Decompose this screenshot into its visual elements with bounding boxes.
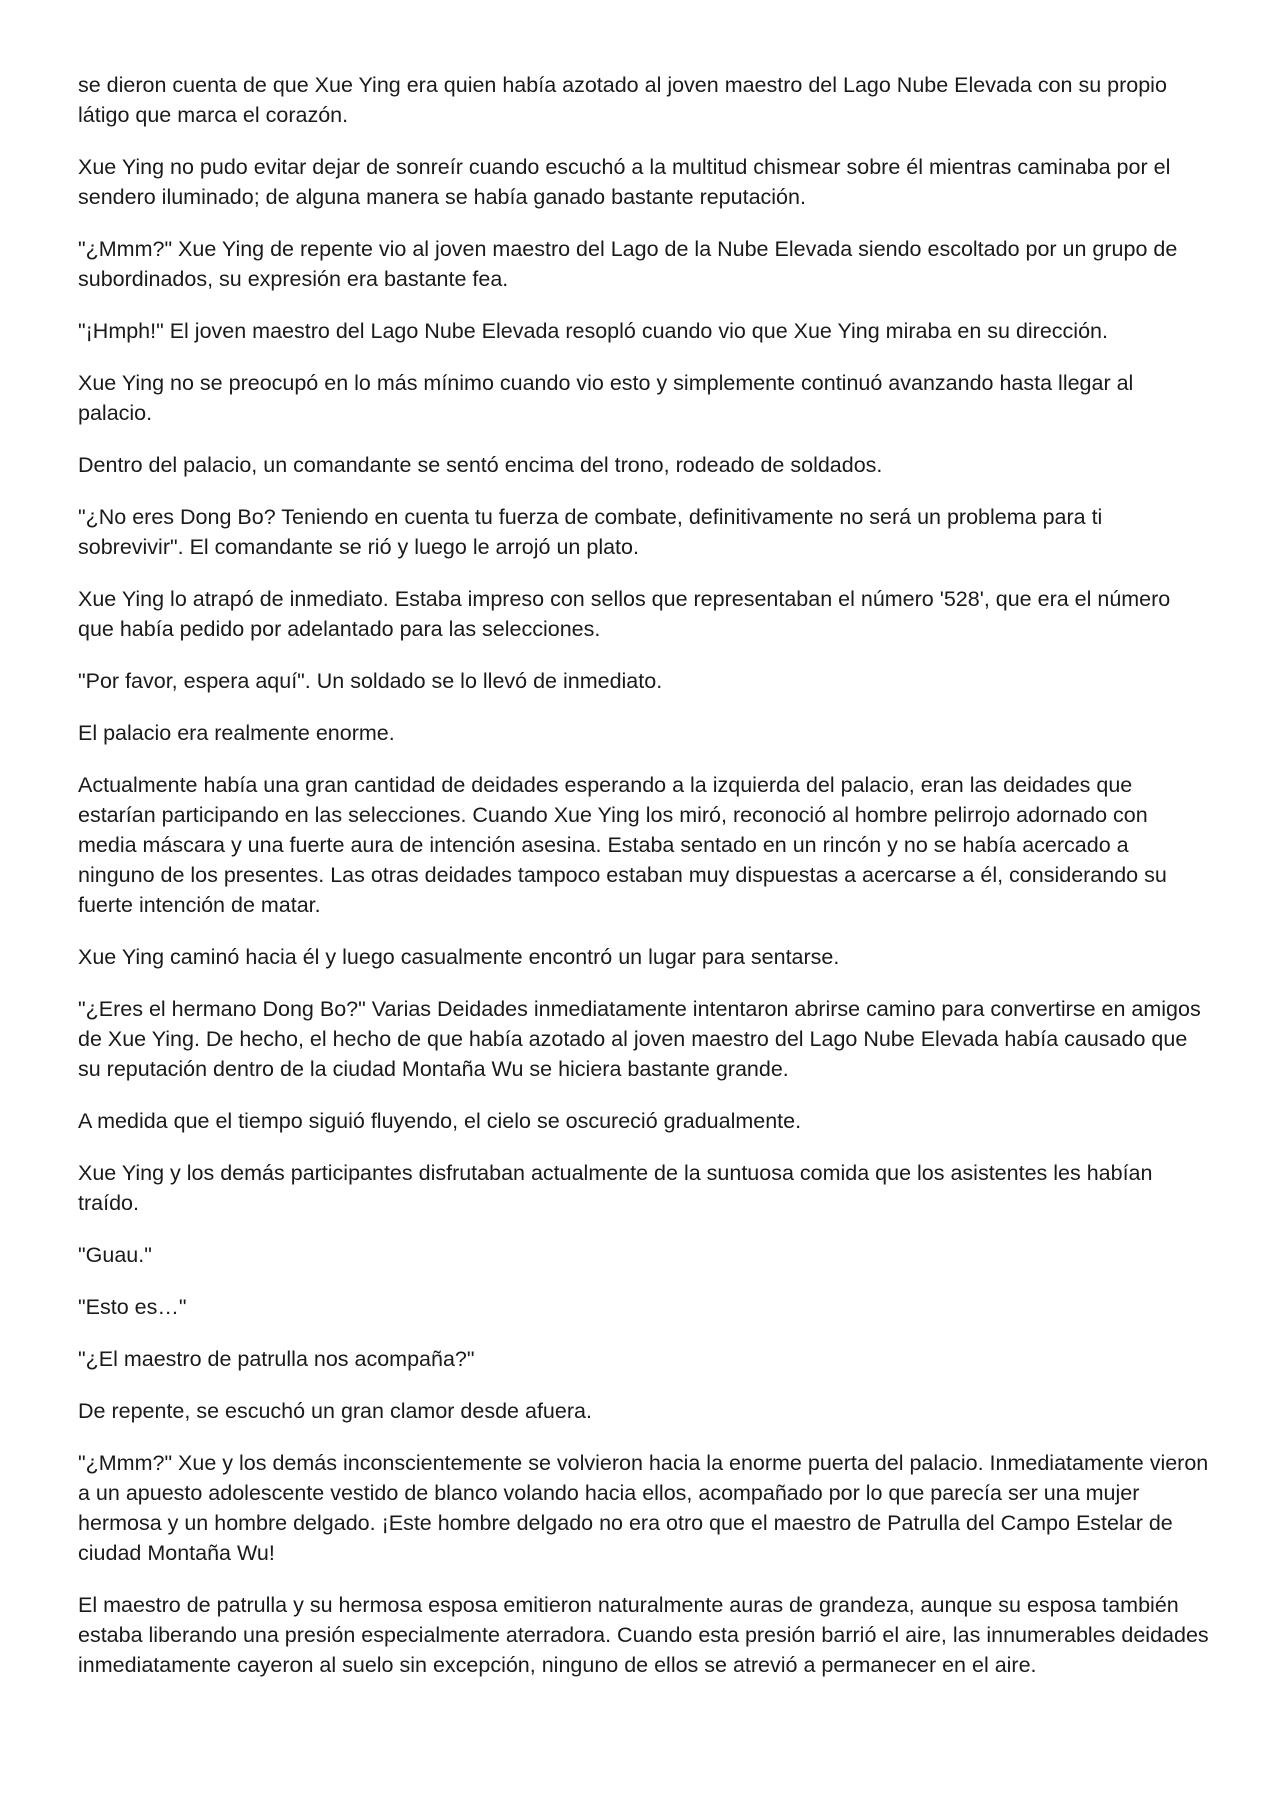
paragraph-21: El maestro de patrulla y su hermosa esposa emitieron naturalmente auras de grandeza, aunque su esposa también estaba liberando una presión especialmente aterradora. Cuando esta presión barrió el aire, las innumerables deidades inmediatamente cayeron al suelo sin excepción, ninguno de ellos se atrevió a permanecer en el aire. bbox=[78, 1593, 1209, 1677]
paragraph-18: "¿El maestro de patrulla nos acompaña?" bbox=[78, 1347, 475, 1371]
paragraph-3: "¿Mmm?" Xue Ying de repente vio al joven maestro del Lago de la Nube Elevada siendo escoltado por un grupo de subordinados, su expresión era bastante fea. bbox=[78, 237, 1178, 291]
paragraph-4: "¡Hmph!" El joven maestro del Lago Nube Elevada resopló cuando vio que Xue Ying miraba en su dirección. bbox=[78, 319, 1108, 343]
paragraph-14: A medida que el tiempo siguió fluyendo, el cielo se oscureció gradualmente. bbox=[78, 1109, 802, 1133]
paragraph-19: De repente, se escuchó un gran clamor desde afuera. bbox=[78, 1399, 592, 1423]
paragraph-20: "¿Mmm?" Xue y los demás inconscientemente se volvieron hacia la enorme puerta del palacio. Inmediatamente vieron a un apuesto adolescente vestido de blanco volando hacia ellos, acompañado por lo que parecía ser una mujer hermosa y un hombre delgado. ¡Este hombre delgado no era otro que el maestro de Patrulla del Campo Estelar de ciudad Montaña Wu! bbox=[78, 1451, 1209, 1565]
paragraph-2: Xue Ying no pudo evitar dejar de sonreír cuando escuchó a la multitud chismear sobre él mientras caminaba por el sendero iluminado; de alguna manera se había ganado bastante reputación. bbox=[78, 155, 1171, 209]
document-page bbox=[78, 70, 1210, 1702]
paragraph-16: "Guau." bbox=[78, 1243, 152, 1267]
paragraph-8: Xue Ying lo atrapó de inmediato. Estaba impreso con sellos que representaban el número '528', que era el número que había pedido por adelantado para las selecciones. bbox=[78, 587, 1171, 641]
paragraph-7: "¿No eres Dong Bo? Teniendo en cuenta tu fuerza de combate, definitivamente no será un problema para ti sobrevivir". El comandante se rió y luego le arrojó un plato. bbox=[78, 505, 1103, 559]
paragraph-9: "Por favor, espera aquí". Un soldado se lo llevó de inmediato. bbox=[78, 669, 663, 693]
paragraph-17: "Esto es…" bbox=[78, 1295, 187, 1319]
paragraph-15: Xue Ying y los demás participantes disfrutaban actualmente de la suntuosa comida que los asistentes les habían traído. bbox=[78, 1161, 1153, 1215]
paragraph-6: Dentro del palacio, un comandante se sentó encima del trono, rodeado de soldados. bbox=[78, 453, 883, 477]
paragraph-1: se dieron cuenta de que Xue Ying era quien había azotado al joven maestro del Lago Nube Elevada con su propio látigo que marca el corazón. bbox=[78, 73, 1167, 127]
paragraph-13: "¿Eres el hermano Dong Bo?" Varias Deidades inmediatamente intentaron abrirse camino para convertirse en amigos de Xue Ying. De hecho, el hecho de que había azotado al joven maestro del Lago Nube Elevada había causado que su reputación dentro de la ciudad Montaña Wu se hiciera bastante grande. bbox=[78, 997, 1201, 1081]
paragraph-5: Xue Ying no se preocupó en lo más mínimo cuando vio esto y simplemente continuó avanzando hasta llegar al palacio. bbox=[78, 371, 1134, 425]
paragraph-11: Actualmente había una gran cantidad de deidades esperando a la izquierda del palacio, eran las deidades que estarían participando en las selecciones. Cuando Xue Ying los miró, reconoció al hombre pelirrojo adornado con media máscara y una fuerte aura de intención asesina. Estaba sentado en un rincón y no se había acercado a ninguno de los presentes. Las otras deidades tampoco estaban muy dispuestas a acercarse a él, considerando su fuerte intención de matar. bbox=[78, 773, 1167, 917]
paragraph-10: El palacio era realmente enorme. bbox=[78, 721, 395, 745]
paragraph-12: Xue Ying caminó hacia él y luego casualmente encontró un lugar para sentarse. bbox=[78, 945, 840, 969]
